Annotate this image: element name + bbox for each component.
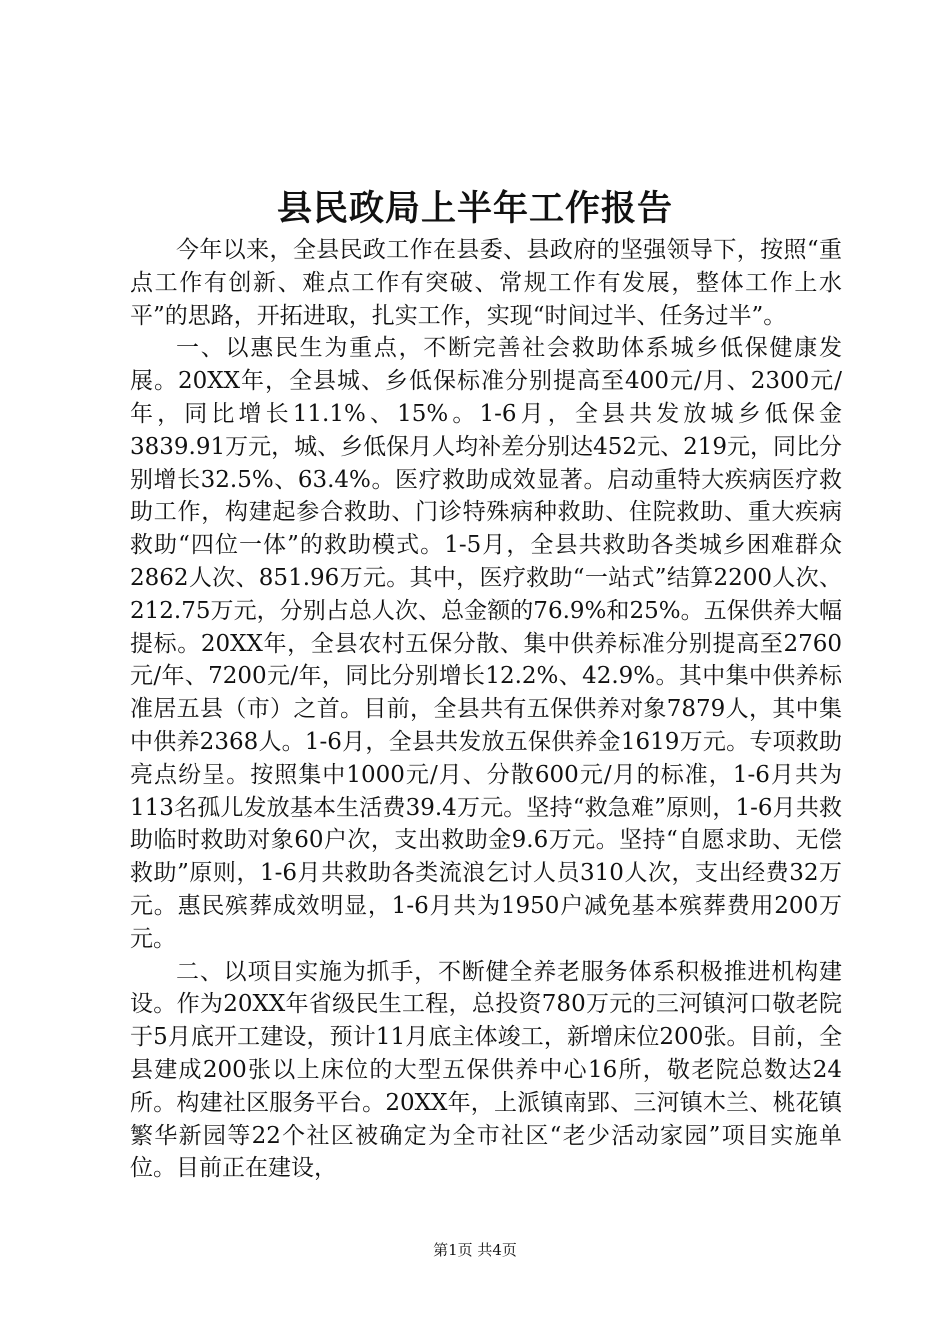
page-number-footer: 第1页 共4页 <box>433 1241 517 1259</box>
document-title: 县民政局上半年工作报告 <box>276 188 673 229</box>
paragraph-intro: 今年以来，全县民政工作在县委、县政府的坚强领导下，按照“重点工作有创新、难点工作有突破、常规工作有发展，整体工作上水平”的思路，开拓进取，扎实工作，实现“时间过半、任务过半”。 <box>130 237 842 329</box>
document-body <box>130 234 842 1185</box>
paragraph-section-one: 一、以惠民生为重点，不断完善社会救助体系城乡低保健康发展。20XX年，全县城、乡低保标准分别提高至400元/月、2300元/年，同比增长11.1%、15%。1-6月，全县共发放城乡低保金3839.91万元，城、乡低保月人均补差分别达452元、219元，同比分别增长32.5%、63.4%。医疗救助成效显著。启动重特大疾病医疗救助工作，构建起参合救助、门诊特殊病种救助、住院救助、重大疾病救助“四位一体”的救助模式。1-5月，全县共救助各类城乡困难群众2862人次、851.96万元。其中，医疗救助“一站式”结算2200人次、212.75万元，分别占总人次、总金额的76.9%和25%。五保供养大幅提标。20XX年，全县农村五保分散、集中供养标准分别提高至2760元/年、7200元/年，同比分别增长12.2%、42.9%。其中集中供养标准居五县（市）之首。目前，全县共有五保供养对象7879人，其中集中供养2368人。1-6月，全县共发放五保供养金1619万元。专项救助亮点纷呈。按照集中1000元/月、分散600元/月的标准，1-6月共为113名孤儿发放基本生活费39.4万元。坚持“救急难”原则，1-6月共救助临时救助对象60户次，支出救助金9.6万元。坚持“自愿求助、无偿救助”原则，1-6月共救助各类流浪乞讨人员310人次，支出经费32万元。惠民殡葬成效明显，1-6月共为1950户减免基本殡葬费用200万元。 <box>130 335 842 952</box>
paragraph-section-two: 二、以项目实施为抓手，不断健全养老服务体系积极推进机构建设。作为20XX年省级民生工程，总投资780万元的三河镇河口敬老院于5月底开工建设，预计11月底主体竣工，新增床位200张。目前，全县建成200张以上床位的大型五保供养中心16所，敬老院总数达24所。构建社区服务平台。20XX年，上派镇南郢、三河镇木兰、桃花镇繁华新园等22个社区被确定为全市社区“老少活动家园”项目实施单位。目前正在建设， <box>130 958 842 1182</box>
